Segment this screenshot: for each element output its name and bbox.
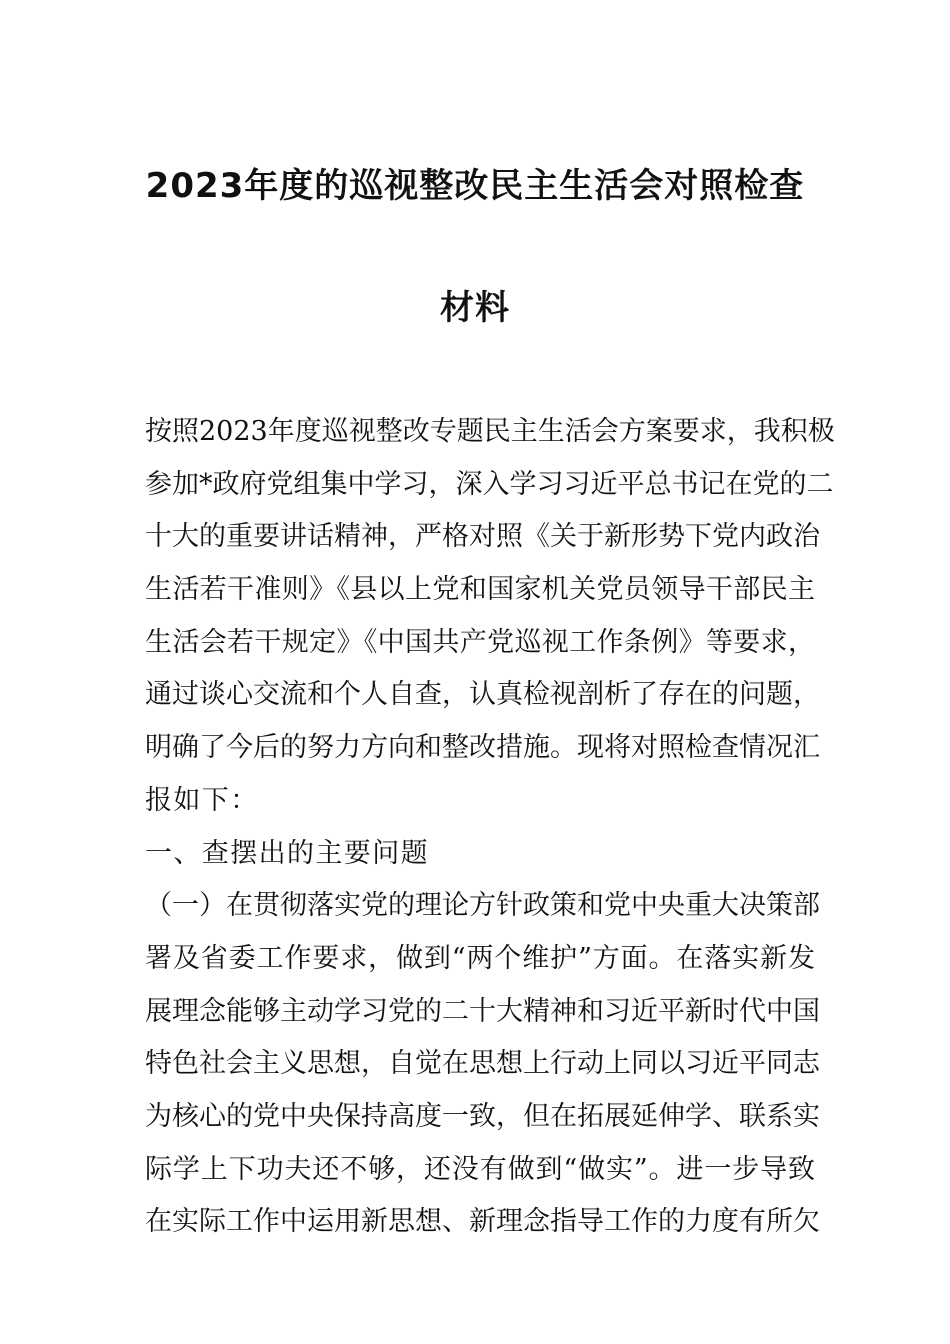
document-title-line1: 2023年度的巡视整改民主生活会对照检查 (145, 166, 805, 206)
body-line: 展理念能够主动学习党的二十大精神和习近平新时代中国 (145, 995, 820, 1027)
body-line: 参加*政府党组集中学习，深入学习习近平总书记在党的二 (145, 468, 834, 500)
body-line: 际学上下功夫还不够，还没有做到“做实”。进一步导致 (145, 1153, 815, 1185)
body-line: （一）在贯彻落实党的理论方针政策和党中央重大决策部 (145, 890, 820, 922)
body-line: 明确了今后的努力方向和整改措施。现将对照检查情况汇 (145, 732, 820, 764)
body-line: 十大的重要讲话精神，严格对照《关于新形势下党内政治 (145, 521, 820, 553)
body-line: 通过谈心交流和个人自查，认真检视剖析了存在的问题， (145, 679, 820, 711)
body-line: 为核心的党中央保持高度一致，但在拓展延伸学、联系实 (145, 1100, 820, 1132)
body-line: 按照2023年度巡视整改专题民主生活会方案要求，我积极 (145, 416, 835, 447)
body-line: 署及省委工作要求，做到“两个维护”方面。在落实新发 (145, 942, 815, 974)
body-line: 特色社会主义思想，自觉在思想上行动上同以习近平同志 (145, 1048, 820, 1080)
body-line: 报如下： (145, 784, 259, 816)
body-line: 在实际工作中运用新思想、新理念指导工作的力度有所欠 (145, 1206, 820, 1238)
document-title-line2: 材料 (440, 288, 510, 328)
section-heading: 一、查摆出的主要问题 (145, 837, 429, 869)
document-body (145, 410, 835, 1253)
body-line: 生活若干准则》《县以上党和国家机关党员领导干部民主 (145, 574, 815, 606)
body-line: 生活会若干规定》《中国共产党巡视工作条例》等要求， (145, 626, 815, 658)
